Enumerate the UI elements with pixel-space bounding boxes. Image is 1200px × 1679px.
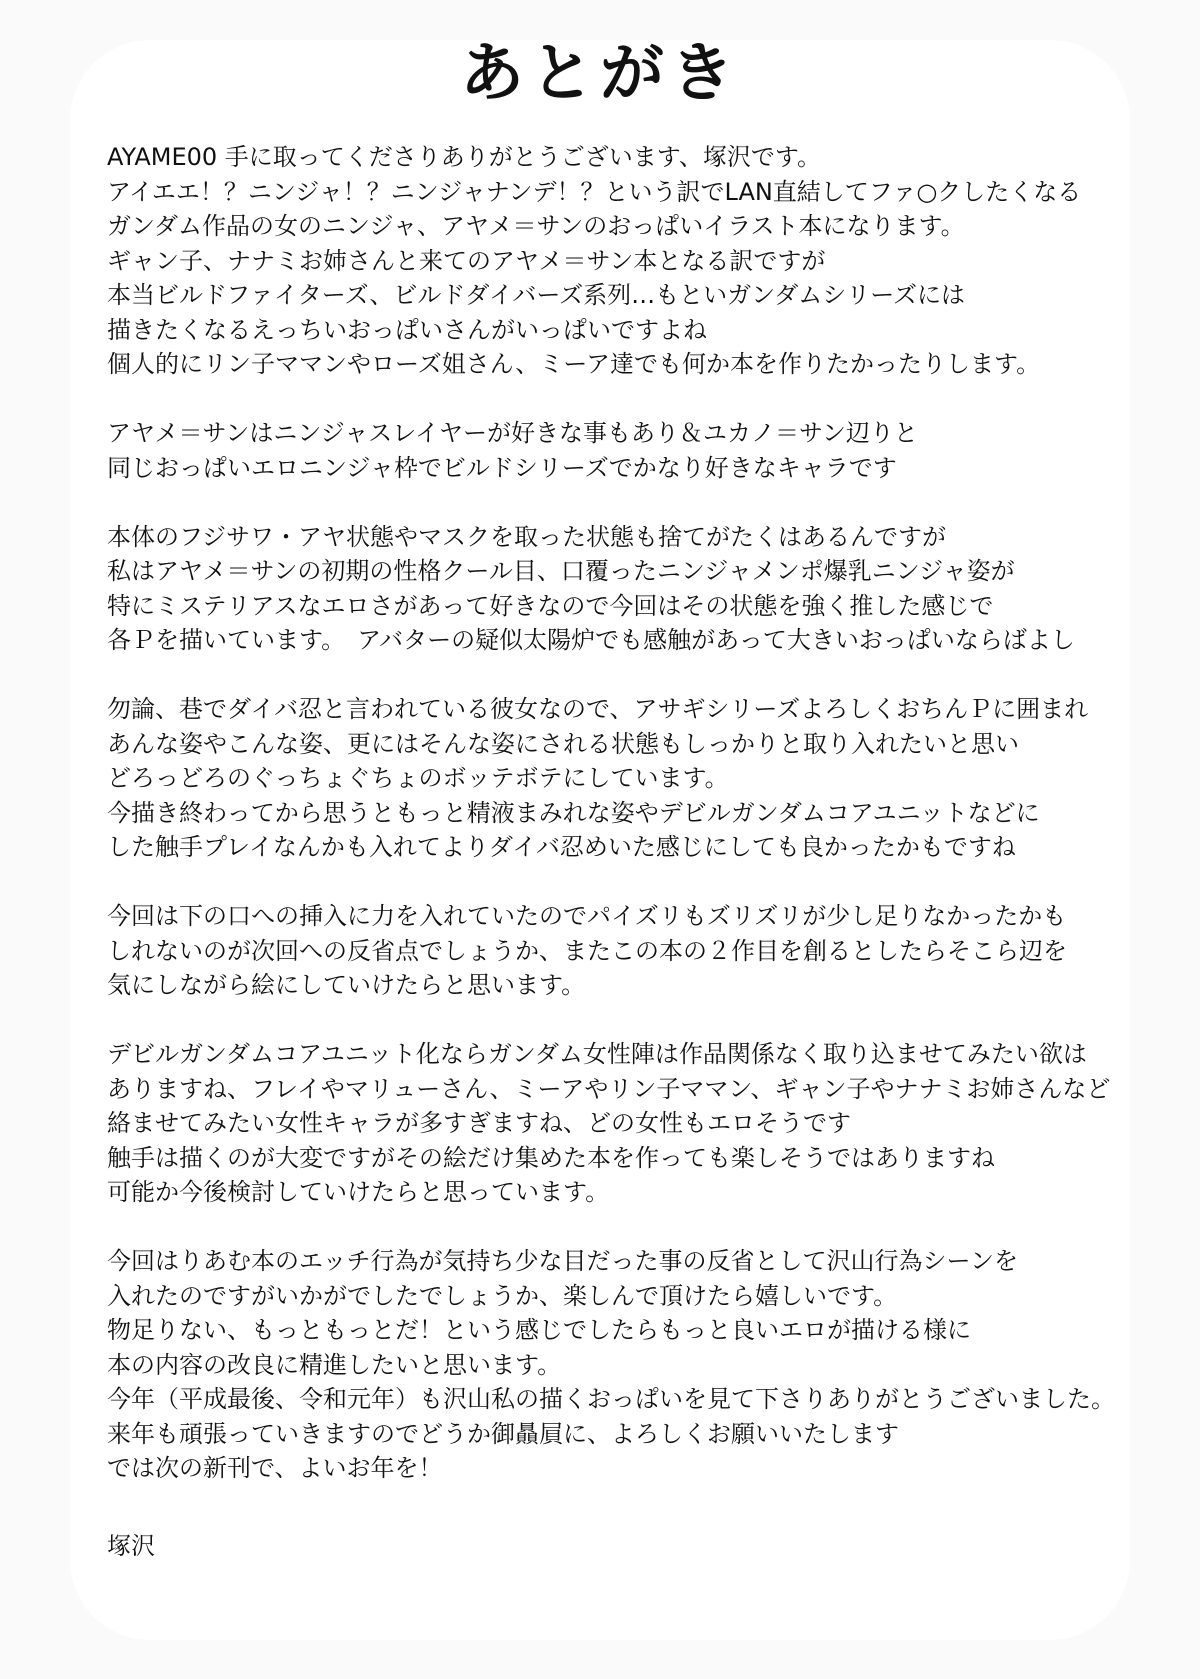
paragraph — [107, 1037, 1157, 1210]
paragraph — [107, 1244, 1157, 1486]
text-line: 各Ｐを描いています。 アバターの疑似太陽炉でも感触があって大きいおっぱいならばよし — [107, 626, 1075, 654]
text-line: 私はアヤメ＝サンの初期の性格クール目、口覆ったニンジャメンポ爆乳ニンジャ姿が — [107, 557, 1015, 585]
text-line: では次の新刊で、よいお年を！ — [107, 1454, 443, 1482]
text-line: 本体のフジサワ・アヤ状態やマスクを取った状態も捨てがたくはあるんですが — [107, 522, 947, 551]
text-line: 今描き終わってから思うともっと精液まみれな姿やデビルガンダムコアユニットなどに — [107, 798, 1040, 827]
text-line: 来年も頑張っていきますのでどうか御贔屓に、よろしくお願いいたします — [107, 1419, 899, 1448]
paragraph — [107, 692, 1157, 865]
text-line: アヤメ＝サンはニンジャスレイヤーが好きな事もあり＆ユカノ＝サン辺りと — [107, 419, 918, 447]
text-line: 物足りない、もっともっとだ！という感じでしたらもっと良いエロが描ける様に — [107, 1316, 971, 1344]
text-line: 今年（平成最後、令和元年）も沢山私の描くおっぱいを見て下さりありがとうございました。 — [107, 1385, 1115, 1413]
author-signature: 塚沢 — [107, 1532, 155, 1560]
text-line: 同じおっぱいエロニンジャ枠でビルドシリーズでかなり好きなキャラです — [107, 453, 897, 482]
paragraph — [107, 416, 1157, 485]
text-line: ありますね、フレイやマリューさん、ミーアやリン子ママン、ギャン子やナナミお姉さんなど — [107, 1074, 1111, 1103]
text-line: アイエエ！？ニンジャ！？ニンジャナンデ！？という訳でLAN直結してファ○クしたくなる — [107, 177, 1082, 206]
text-line: 描きたくなるえっちいおっぱいさんがいっぱいですよね — [107, 315, 707, 344]
text-line: ギャン子、ナナミお姉さんと来てのアヤメ＝サン本となる訳ですが — [107, 246, 826, 275]
paragraph — [107, 140, 1157, 382]
text-line: 個人的にリン子ママンやローズ姐さん、ミーア達でも何か本を作りたかったりします。 — [107, 350, 1041, 378]
paragraph — [107, 899, 1157, 1003]
page-title: あとがき — [460, 36, 740, 111]
text-line: 触手は描くのが大変ですがその絵だけ集めた本を作っても楽しそうではありますね — [107, 1143, 995, 1172]
text-line: 勿論、巷でダイバ忍と言われている彼女なので、アサギシリーズよろしくおちんＰに囲まれ — [107, 695, 1089, 723]
text-line: ガンダム作品の女のニンジャ、アヤメ＝サンのおっぱいイラスト本になります。 — [107, 212, 965, 240]
text-line: 気にしながら絵にしていけたらと思います。 — [107, 971, 586, 999]
text-line: 今回は下の口への挿入に力を入れていたのでパイズリもズリズリが少し足りなかったかも — [107, 902, 1067, 930]
text-line: 絡ませてみたい女性キャラが多すぎますね、どの女性もエロそうです — [107, 1109, 851, 1137]
text-line: AYAME00 手に取ってくださりありがとうございます、塚沢です。 — [107, 143, 821, 171]
text-line: どろっどろのぐっちょぐちょのボッテボテにしています。 — [107, 764, 729, 792]
text-line: 本当ビルドファイターズ、ビルドダイバーズ系列…もといガンダムシリーズには — [107, 281, 965, 309]
text-line: 可能か今後検討していけたらと思っています。 — [107, 1178, 610, 1206]
text-line: 今回はりあむ本のエッチ行為が気持ち少な目だった事の反省として沢山行為シーンを — [107, 1247, 1019, 1275]
text-line: 特にミステリアスなエロさがあって好きなので今回はその状態を強く推した感じで — [107, 591, 994, 620]
text-line: 本の内容の改良に精進したいと思います。 — [107, 1350, 562, 1379]
paragraph — [107, 520, 1157, 658]
text-line: した触手プレイなんかも入れてよりダイバ忍めいた感じにしても良かったかもですね — [107, 833, 1016, 861]
text-line: 入れたのですがいかがでしたでしょうか、楽しんで頂けたら嬉しいです。 — [107, 1281, 898, 1310]
afterword-body — [107, 140, 1157, 1520]
text-line: しれないのが次回への反省点でしょうか、またこの本の２作目を創るとしたらそこら辺を — [107, 936, 1067, 965]
text-line: デビルガンダムコアユニット化ならガンダム女性陣は作品関係なく取り込ませてみたい欲は — [107, 1040, 1087, 1068]
text-line: あんな姿やこんな姿、更にはそんな姿にされる状態もしっかりと取り入れたいと思い — [107, 729, 1019, 758]
